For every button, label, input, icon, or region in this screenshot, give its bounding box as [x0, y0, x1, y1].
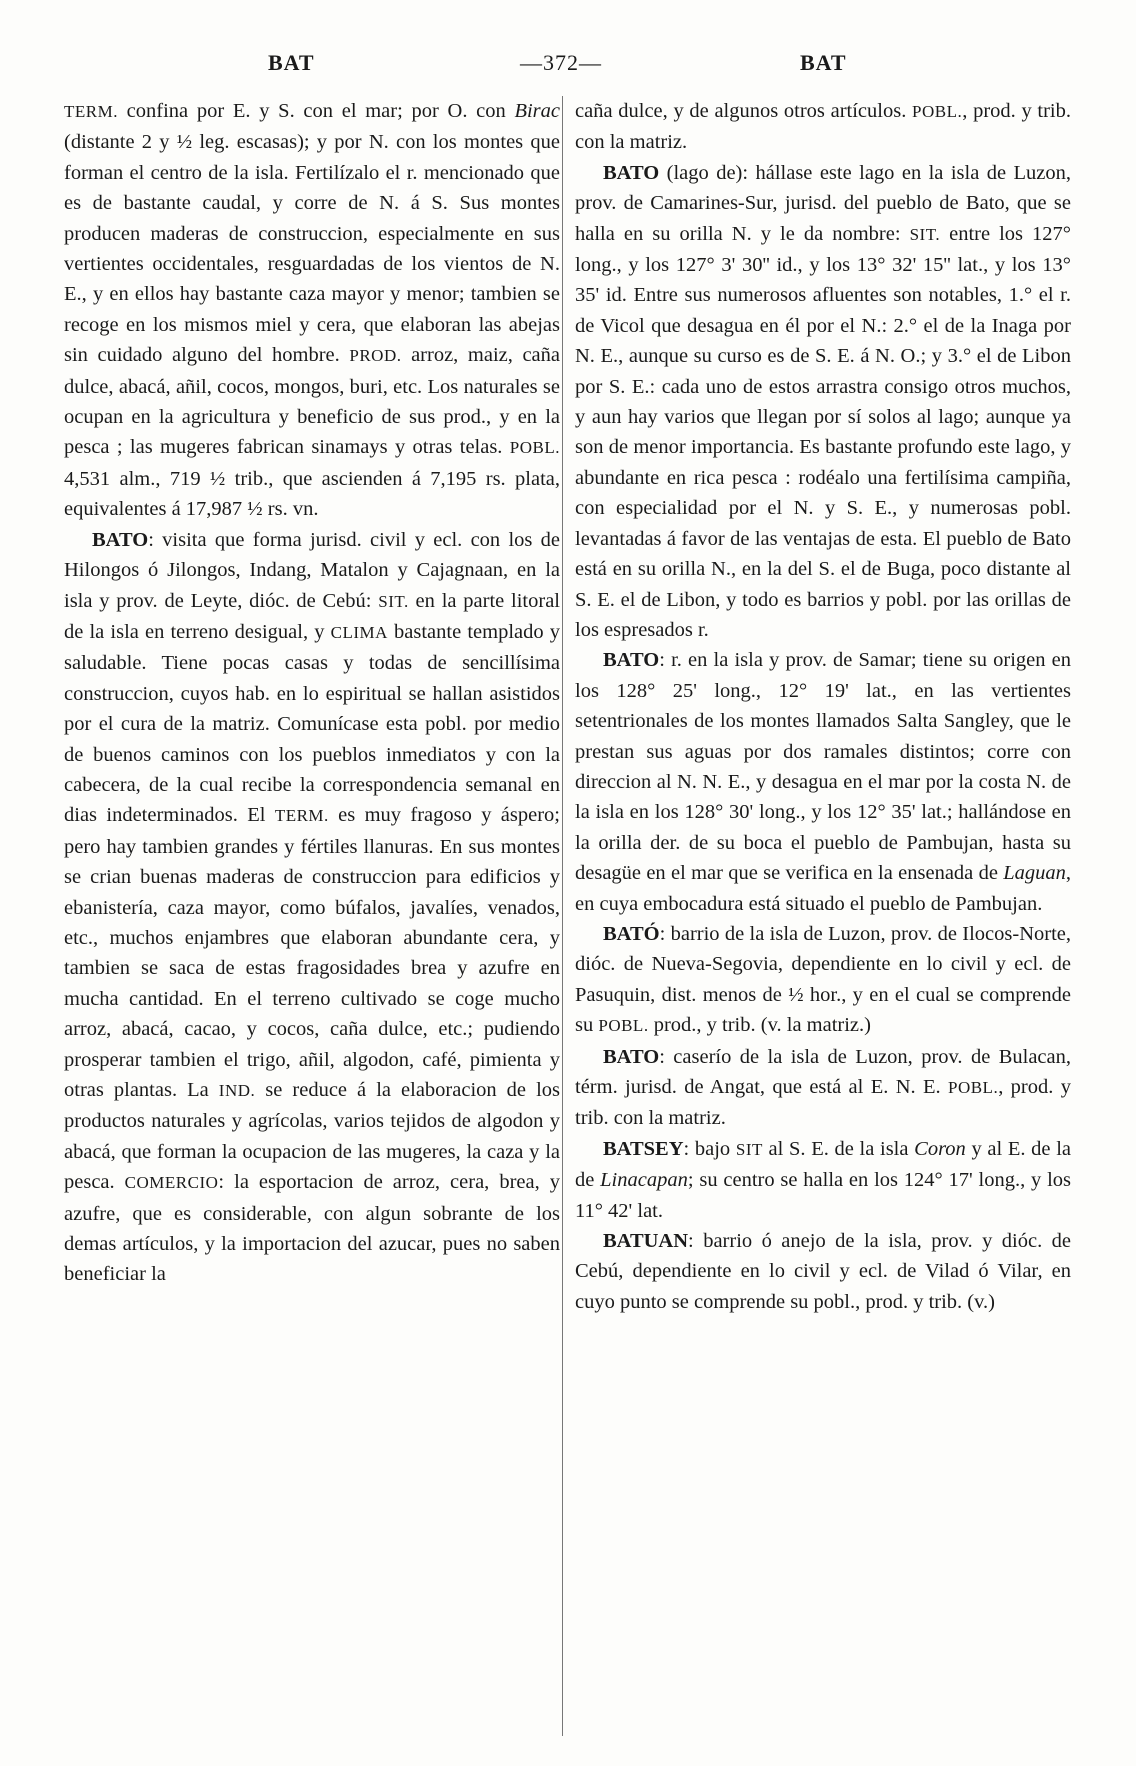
abbrev-sit: SIT: [735, 1139, 763, 1159]
abbrev-term: TERM.: [64, 102, 118, 121]
entry-bato-bulacan: [575, 1042, 1071, 1134]
abbrev-pobl: POBL.: [947, 1078, 999, 1097]
abbrev-sit: SIT.: [378, 591, 409, 611]
text-run: , prod. y trib. con la matriz.: [575, 100, 1072, 154]
place-name: Birac: [514, 100, 560, 122]
abbrev-prod: PROD.: [349, 346, 402, 366]
place-name: Laguan: [1003, 862, 1066, 885]
abbrev-comercio: COMERCIO: [124, 1173, 219, 1193]
text-run: , en cuya embocadura está situado el pueblo de Pambujan.: [575, 862, 1071, 915]
entry-bato-rio: [575, 645, 1071, 919]
text-run: (lago de): hállase este lago en la isla de Luzon, prov. de Camarines-Sur, jurisd. del pueblo de Bato, que se halla en su orilla N. y le da nombre:: [575, 161, 1071, 245]
headword: BATÓ: [603, 922, 660, 945]
entry-continuation: [64, 96, 560, 525]
text-run: se reduce á la elaboracion de los productos naturales y agrícolas, varios tejidos de algodon y abacá, que forman la ocupacion de las mugeres, la caza y la pesca.: [64, 1079, 560, 1194]
text-run: , prod. y trib. con la matriz.: [575, 1076, 1071, 1130]
text-run: (distante 2 y ½ leg. escasas); y por N. con los montes que forman el centro de la isla. Fertilízalo el r. mencionado que es de bastante caudal, y corre de N. á S. Sus montes producen maderas de construccion, especialmente en sus vertientes occidentales, resguardadas de los vientos de N. E., y en ellos hay bastante caza mayor y menor; tambien se recoge en los mismos miel y cera, que elaboran las abejas sin cuidado alguno del hombre.: [64, 131, 560, 367]
abbrev-sit: SIT.: [909, 224, 941, 244]
text-run: prod., y trib. (v. la matriz.): [648, 1014, 871, 1037]
headword: BATUAN: [603, 1230, 689, 1253]
text-run: bastante templado y saludable. Tiene pocas casas y todas de sencillísima construccion, cuyos hab. en lo espiritual se hallan asistidos por el cura de la matriz. Comunícase esta pobl. por medio de buenos caminos con los pueblos inmediatos y con la cabecera, de la cual recibe la correspondencia semanal en dias indeterminados. El: [64, 620, 561, 827]
place-name: Coron: [914, 1137, 966, 1160]
entry-bato-ilocos: [575, 919, 1071, 1042]
abbrev-pobl: POBL.: [509, 438, 560, 458]
headword: BATO: [603, 161, 660, 184]
text-run: confina por E. y S. con el mar; por O. con: [117, 100, 515, 122]
right-column: [575, 96, 1071, 1317]
running-head-left: BAT: [268, 50, 315, 75]
entry-bato-lago: [575, 158, 1071, 646]
place-name: Linacapan: [600, 1169, 688, 1192]
text-run: y al E. de la de: [575, 1137, 1071, 1192]
text-run: caña dulce, y de algunos otros artículos.: [575, 100, 913, 122]
headword: BATSEY: [603, 1137, 684, 1160]
text-run: arroz, maiz, caña dulce, abacá, añil, cocos, mongos, buri, etc. Los naturales se ocupan en la agricultura y beneficio de sus prod., y en la pesca ; las mugeres fabrican sinamays y otras telas.: [64, 344, 560, 459]
page-number: —372—: [520, 50, 602, 75]
running-head-right: BAT: [800, 50, 847, 75]
text-run: 4,531 alm., 719 ½ trib., que ascienden á 7,195 rs. plata, equivalentes á 17,987 ½ rs. vn.: [64, 467, 560, 521]
text-run: entre los 127° long., y los 127° 3' 30'' id., y los 13° 32' 15'' lat., y los 13° 35' id. Entre sus numerosos afluentes son notables, 1.° el r. de Vicol que desagua en él por el N.: 2.° el de la Inaga por N. E., aunque su curso es de S. E. á N. O.; y 3.° el de Libon por S. E.: cada uno de estos arrastra consigo otros muchos, y aun hay varios que llegan por sí solos al lago; aunque ya son de menor importancia. Es bastante profundo este lago, y abundante en rica pesca : rodéalo una fertilísima campiña, con especialidad por el N. y S. E., y numerosas pobl. levantadas á favor de las ventajas de esta. El pueblo de Bato está en su orilla N., en la del S. el de Buga, poco distante al S. E. el de Libon, y todo es barrios y pobl. por las orillas de los espresados r.: [575, 222, 1072, 641]
text-run: : r. en la isla y prov. de Samar; tiene su origen en los 128° 25' long., 12° 19' lat., en las vertientes setentrionales de los montes llamados Salta Sangley, que le prestan sus aguas por dos ramales distintos; corre con direccion al N. N. E., y desagua en el mar por la costa N. de la isla en los 128° 30' long., y los 12° 35' lat.; hallándose en la orilla der. de su boca el pueblo de Pambujan, hasta su desagüe en el mar que se verifica en la ensenada de: [575, 649, 1071, 885]
abbrev-pobl: POBL.: [912, 102, 963, 121]
abbrev-ind: IND.: [218, 1081, 256, 1100]
entry-bato-leyte: [64, 525, 560, 1290]
text-run: : bajo: [683, 1137, 736, 1160]
column-divider: [562, 96, 563, 1736]
text-run: al S. E. de la isla: [762, 1137, 915, 1160]
text-run: : barrio de la isla de Luzon, prov. de Ilocos-Norte, dióc. de Nueva-Segovia, dependiente en lo civil y ecl. de Pasuquin, dist. menos de ½ hor., y en el cual se comprende su: [575, 922, 1071, 1037]
headword: BATO: [603, 649, 660, 672]
abbrev-pobl: POBL.: [598, 1016, 649, 1036]
abbrev-clima: CLIMA: [330, 622, 388, 642]
text-run: : barrio ó anejo de la isla, prov. y dióc. de Cebú, dependiente en lo civil y ecl. de Vilad ó Vilar, en cuyo punto se comprende su pobl., prod. y trib. (v.): [575, 1230, 1071, 1313]
entry-batuan: [575, 1226, 1071, 1317]
headword: BATO: [603, 1045, 660, 1068]
abbrev-term: TERM.: [274, 806, 329, 826]
headword: BATO: [92, 528, 149, 551]
entry-batsey: [575, 1134, 1071, 1226]
text-run: : la esportacion de arroz, cera, brea, y azufre, que es considerable, con algun sobrante de los demas artículos, y la importacion del azucar, pues no saben beneficiar la: [64, 1171, 560, 1286]
left-column: [64, 96, 560, 1290]
text-run: es muy fragoso y áspero; pero hay tambien grandes y fértiles llanuras. En sus montes se crian buenas maderas de construccion para edificios y ebanistería, caza mayor, como búfalos, javalíes, venados, etc., muchos enjambres que elaboran abundante cera, y tambien se saca de estas fragosidades brea y azufre en mucha cantidad. En el terreno cultivado se coge mucho arroz, abacá, cacao, y cocos, caña dulce, etc.; pudiendo prosperar tambien el trigo, añil, algodon, café, pimienta y otras plantas. La: [64, 804, 561, 1101]
text-run: en la parte litoral de la isla en terreno desigual, y: [64, 589, 560, 643]
text-run: : caserío de la isla de Luzon, prov. de Bulacan, térm. jurisd. de Angat, que está al E. N. E.: [575, 1045, 1071, 1098]
text-run: : visita que forma jurisd. civil y ecl. con los de Hilongos ó Jilongos, Indang, Matalon y Cajagnaan, en la isla y prov. de Leyte, dióc. de Cebú:: [64, 528, 560, 612]
text-run: ; su centro se halla en los 124° 17' long., y los 11° 42' lat.: [575, 1169, 1071, 1222]
entry-continuation: [575, 96, 1071, 158]
